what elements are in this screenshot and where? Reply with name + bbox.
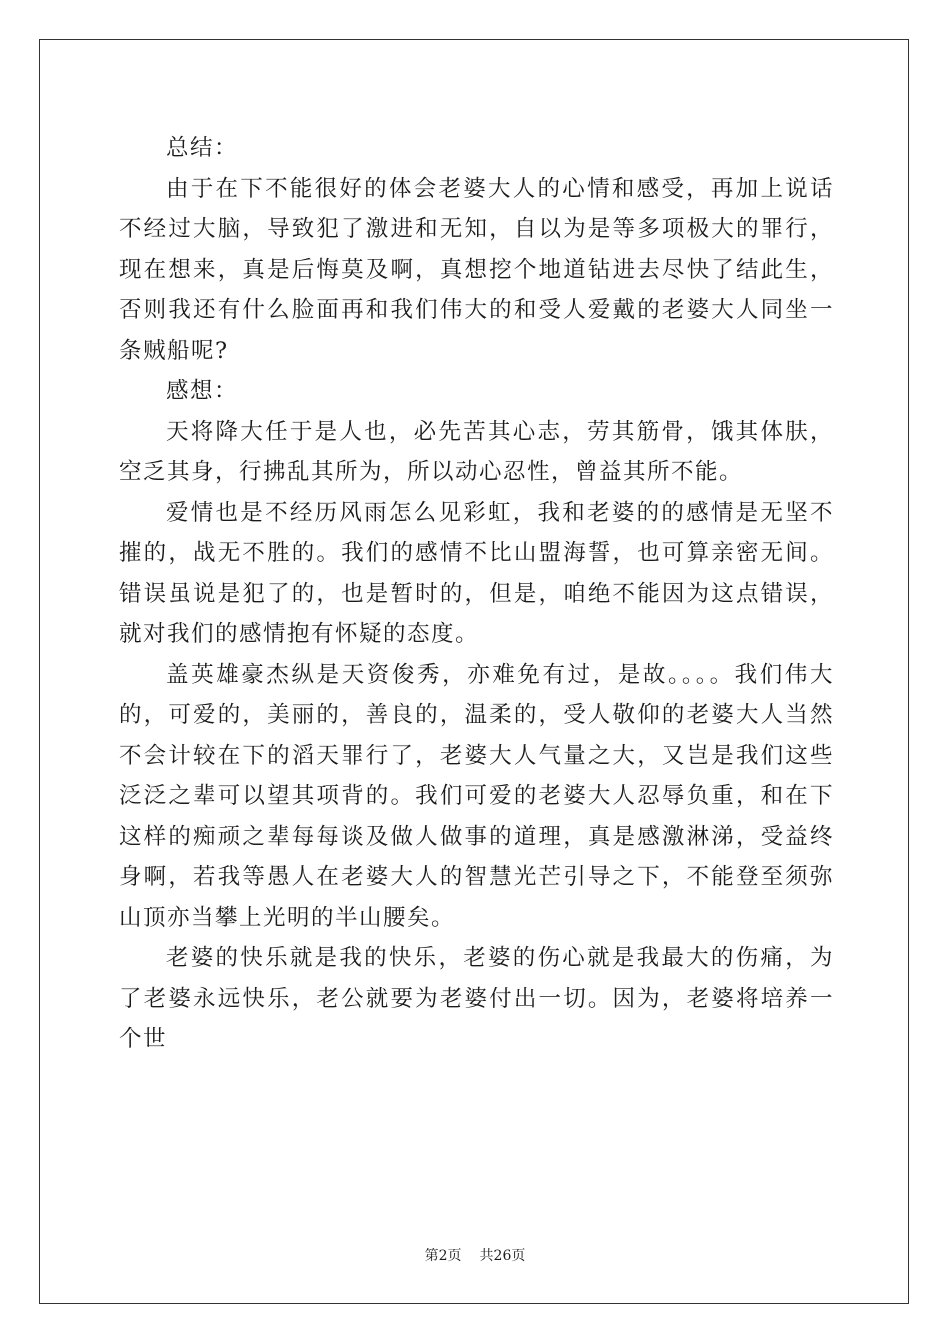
paragraph: 爱情也是不经历风雨怎么见彩虹，我和老婆的的感情是无坚不摧的，战无不胜的。我们的感情不比山盟海誓，也可算亲密无间。错误虽说是犯了的，也是暂时的，但是，咱绝不能因为这点错误，就对我们的感情抱有怀疑的态度。 bbox=[119, 499, 834, 647]
page-total: 共26页 bbox=[479, 1248, 526, 1264]
paragraph: 盖英雄豪杰纵是天资俊秀，亦难免有过，是故。。。。我们伟大的，可爱的，美丽的，善良的，温柔的，受人敬仰的老婆大人当然不会计较在下的滔天罪行了，老婆大人气量之大，又岂是我们这些泛泛之辈可以望其项背的。我们可爱的老婆大人忍辱负重，和在下这样的痴顽之辈每每谈及做人做事的道理，真是感激淋涕，受益终身啊，若我等愚人在老婆大人的智慧光芒引导之下，不能登至须弥山顶亦当攀上光明的半山腰矣。 bbox=[119, 661, 834, 931]
heading-thoughts: 感想： bbox=[166, 378, 239, 404]
page-footer bbox=[0, 1245, 950, 1265]
document-body bbox=[119, 128, 834, 1060]
paragraph: 天将降大任于是人也，必先苦其心志，劳其筋骨，饿其体肤，空乏其身，行拂乱其所为，所以动心忍性，曾益其所不能。 bbox=[119, 418, 834, 485]
heading-summary: 总结： bbox=[166, 135, 239, 161]
page-number: 第2页 bbox=[424, 1248, 462, 1264]
paragraph: 老婆的快乐就是我的快乐，老婆的伤心就是我最大的伤痛，为了老婆永远快乐，老公就要为老婆付出一切。因为，老婆将培养一个世 bbox=[119, 945, 834, 1052]
paragraph: 由于在下不能很好的体会老婆大人的心情和感受，再加上说话不经过大脑，导致犯了激进和无知，自以为是等多项极大的罪行，现在想来，真是后悔莫及啊，真想挖个地道钻进去尽快了结此生，否则我还有什么脸面再和我们伟大的和受人爱戴的老婆大人同坐一条贼船呢? bbox=[119, 175, 834, 364]
